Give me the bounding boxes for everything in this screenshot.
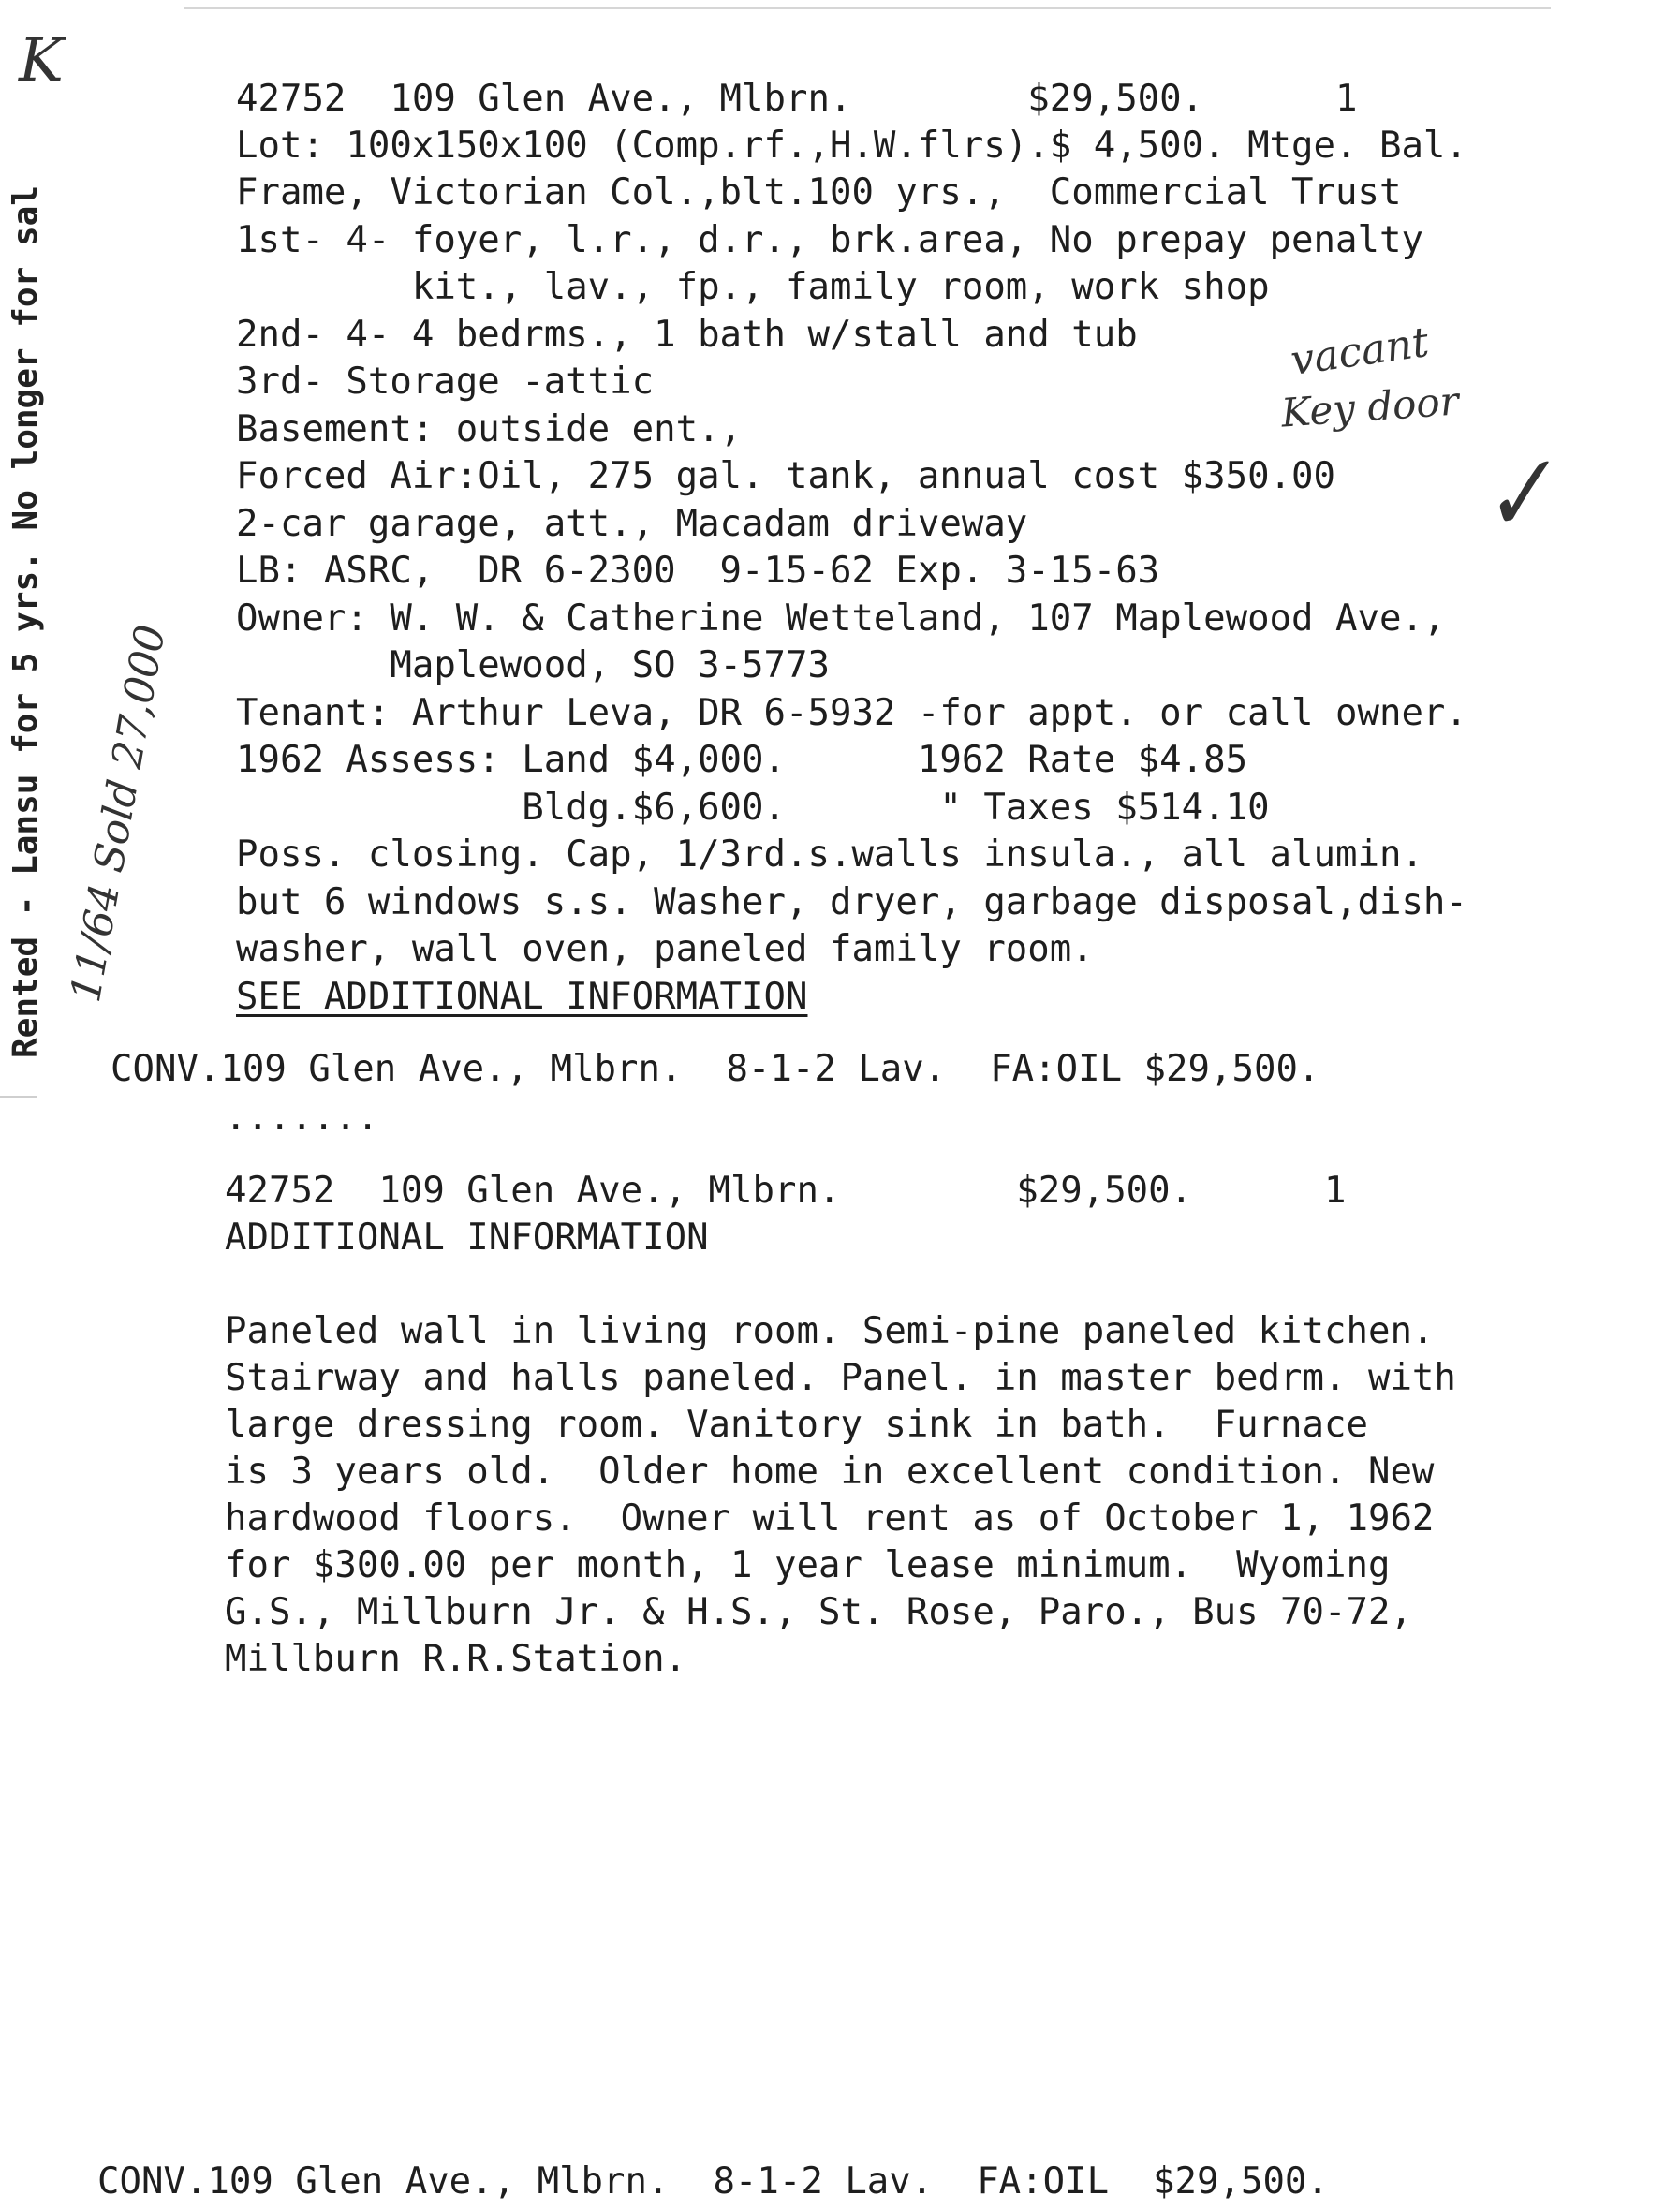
top-edge-line [184, 7, 1551, 9]
listing-line: but 6 windows s.s. Washer, dryer, garbage disposal,dish- [236, 881, 1467, 923]
additional-header-line: 42752 109 Glen Ave., Mlbrn. $29,500. 1 [225, 1170, 1347, 1212]
additional-title: ADDITIONAL INFORMATION [225, 1216, 709, 1259]
handwritten-corner-mark: K [19, 26, 64, 96]
listing-line: 1962 Assess: Land $4,000. 1962 Rate $4.85 [236, 739, 1248, 781]
listing-line: Forced Air:Oil, 275 gal. tank, annual cost $350.00 [236, 455, 1335, 497]
listing-line: Tenant: Arthur Leva, DR 6-5932 -for appt. or call owner. [236, 692, 1467, 734]
listing-line: washer, wall oven, paneled family room. [236, 928, 1094, 970]
listing-line: 2-car garage, att., Macadam driveway [236, 503, 1028, 545]
listing-line: Lot: 100x150x100 (Comp.rf.,H.W.flrs).$ 4,500. Mtge. Bal. [236, 125, 1467, 167]
listing-line: Bldg.$6,600. " Taxes $514.10 [236, 787, 1270, 829]
listing-line: Poss. closing. Cap, 1/3rd.s.walls insula., all alumin. [236, 833, 1423, 876]
listing-line: Basement: outside ent., [236, 408, 743, 450]
additional-line: Stairway and halls paneled. Panel. in master bedrm. with [225, 1357, 1456, 1399]
listing-line: kit., lav., fp., family room, work shop [236, 266, 1270, 308]
handwritten-check-mark: ✓ [1466, 433, 1568, 557]
listing-line: Maplewood, SO 3-5773 [236, 644, 830, 686]
additional-line: Paneled wall in living room. Semi-pine paneled kitchen. [225, 1310, 1435, 1352]
additional-line: large dressing room. Vanitory sink in bath. Furnace [225, 1404, 1368, 1446]
additional-line: G.S., Millburn Jr. & H.S., St. Rose, Paro., Bus 70-72, [225, 1591, 1412, 1633]
additional-line: is 3 years old. Older home in excellent condition. New [225, 1451, 1435, 1493]
handwritten-key-note: Key door [1279, 377, 1461, 436]
conv-summary-line-bottom: CONV.109 Glen Ave., Mlbrn. 8-1-2 Lav. FA:OIL $29,500. [97, 2160, 1329, 2203]
listing-line: 42752 109 Glen Ave., Mlbrn. $29,500. 1 [236, 78, 1358, 120]
listing-line: LB: ASRC, DR 6-2300 9-15-62 Exp. 3-15-63 [236, 550, 1160, 592]
listing-line: 3rd- Storage -attic [236, 361, 655, 403]
dot-leader: ....... [225, 1097, 379, 1139]
additional-line: hardwood floors. Owner will rent as of October 1, 1962 [225, 1497, 1435, 1540]
handwritten-sold-note: 11/64 Sold 27,000 [62, 621, 176, 1006]
listing-line: 2nd- 4- 4 bedrms., 1 bath w/stall and tub [236, 314, 1138, 356]
conv-summary-line: CONV.109 Glen Ave., Mlbrn. 8-1-2 Lav. FA:OIL $29,500. [111, 1048, 1320, 1090]
handwritten-vacant: vacant [1288, 317, 1432, 386]
additional-line: for $300.00 per month, 1 year lease minimum. Wyoming [225, 1544, 1391, 1586]
listing-line: Frame, Victorian Col.,blt.100 yrs., Commercial Trust [236, 171, 1402, 214]
listing-line: Owner: W. W. & Catherine Wetteland, 107 Maplewood Ave., [236, 597, 1446, 640]
side-note: Rented - Lansu for 5 yrs. No longer for sal [7, 185, 45, 1058]
margin-mark [0, 1096, 37, 1098]
listing-line: 1st- 4- foyer, l.r., d.r., brk.area, No prepay penalty [236, 219, 1423, 261]
see-additional-info: SEE ADDITIONAL INFORMATION [236, 976, 808, 1018]
additional-line: Millburn R.R.Station. [225, 1638, 687, 1680]
